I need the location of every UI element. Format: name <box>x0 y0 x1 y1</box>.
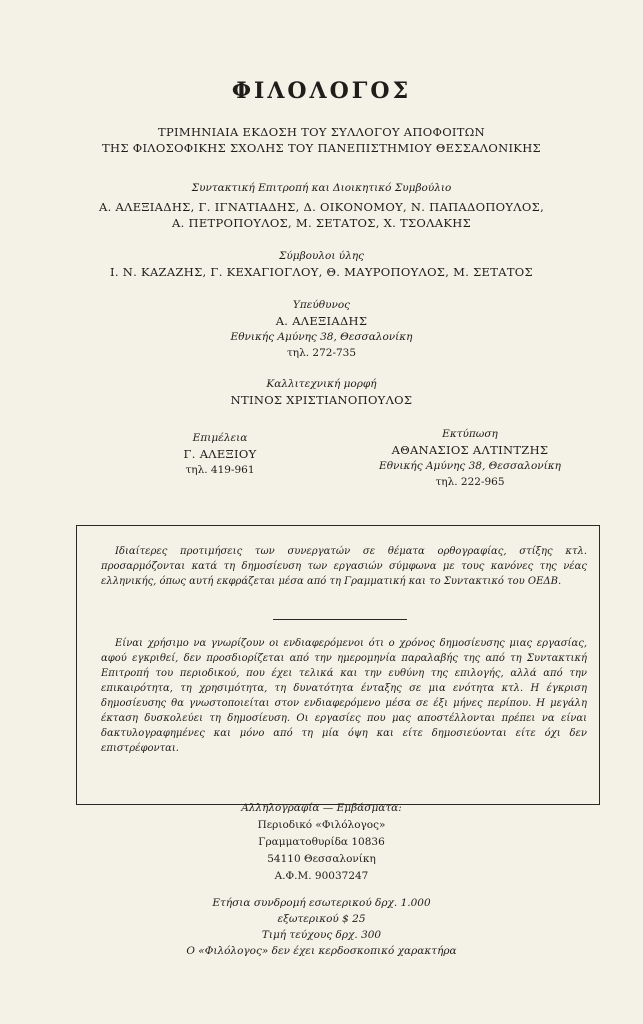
subtitle-line: ΤΗΣ ΦΙΛΟΣΟΦΙΚΗΣ ΣΧΟΛΗΣ ΤΟΥ ΠΑΝΕΠΙΣΤΗΜΙΟΥ ΘΕΣΣΑΛΟΝΙΚΗΣ <box>102 141 541 155</box>
editorial-board <box>0 180 643 231</box>
contributors-notice-box <box>76 525 600 805</box>
supervision-phone: τηλ. 419-961 <box>185 464 255 476</box>
contact-section <box>0 800 643 885</box>
subscription-domestic: Ετήσια συνδρομή εσωτερικού δρχ. 1.000 <box>212 897 431 909</box>
responsible-address: Εθνικής Αμύνης 38, Θεσσαλονίκη <box>230 331 413 343</box>
editorial-names-line: Α. ΑΛΕΞΙΑΔΗΣ, Γ. ΙΓΝΑΤΙΑΔΗΣ, Δ. ΟΙΚΟΝΟΜΟΥ, Ν. ΠΑΠΑΔΟΠΟΥΛΟΣ, <box>98 200 545 214</box>
printing-section <box>360 426 580 490</box>
notice-divider <box>273 619 407 620</box>
responsible-phone: τηλ. 272-735 <box>286 347 357 359</box>
advisors-section <box>0 248 643 280</box>
nonprofit-statement: Ο «Φιλόλογος» δεν έχει κερδοσκοπικό χαρακτήρα <box>186 945 457 957</box>
responsible-section <box>0 297 643 361</box>
issue-price: Τιμή τεύχους δρχ. 300 <box>261 929 382 941</box>
art-name: ΝΤΙΝΟΣ ΧΡΙΣΤΙΑΝΟΠΟΥΛΟΣ <box>230 393 413 407</box>
supervision-name: Γ. ΑΛΕΞΙΟΥ <box>183 447 257 461</box>
advisors-heading: Σύμβουλοι ύλης <box>278 250 365 262</box>
contact-line: Α.Φ.Μ. 90037247 <box>274 870 369 882</box>
editorial-names-line: Α. ΠΕΤΡΟΠΟΥΛΟΣ, Μ. ΣΕΤΑΤΟΣ, Χ. ΤΣΟΛΑΚΗΣ <box>171 216 471 230</box>
printing-heading: Εκτύπωση <box>442 428 498 440</box>
contact-line: 54110 Θεσσαλονίκη <box>267 853 376 865</box>
printing-name: ΑΘΑΝΑΣΙΟΣ ΑΛΤΙΝΤΖΗΣ <box>391 443 549 457</box>
contact-line: Περιοδικό «Φιλόλογος» <box>257 819 386 831</box>
art-section <box>0 376 643 408</box>
printing-phone: τηλ. 222-965 <box>435 476 505 488</box>
journal-title: ΦΙΛΟΛΟΓΟΣ <box>231 78 412 104</box>
subscription-foreign: εξωτερικού $ 25 <box>277 913 366 925</box>
advisors-names: Ι. Ν. ΚΑΖΑΖΗΣ, Γ. ΚΕΧΑΓΙΟΓΛΟΥ, Θ. ΜΑΥΡΟΠΟΥΛΟΣ, Μ. ΣΕΤΑΤΟΣ <box>110 265 533 279</box>
supervision-heading: Επιμέλεια <box>192 432 248 444</box>
responsible-heading: Υπεύθυνος <box>292 299 351 311</box>
responsible-name: Α. ΑΛΕΞΙΑΔΗΣ <box>275 314 368 328</box>
printing-address: Εθνικής Αμύνης 38, Θεσσαλονίκη <box>379 460 561 472</box>
notice-publication-paragraph: Είναι χρήσιμο να γνωρίζουν οι ενδιαφερόμενοι ότι ο χρόνος δημοσίευσης μιας εργασίας, αφού εγκριθεί, δεν προσδιορίζεται από την ημερομηνία παραλαβής της από τη Συντακτική Επιτροπή του περιοδικού, που έχει τελικά και την ευθύνη της επιλογής, αλλά από την επικαιρότητα, τη χρησιμότητα, τη δυνατότητα ένταξης σε μια ενότητα κτλ. Η έγκριση δημοσίευσης θα γνωστοποιείται στον ενδιαφερόμενο μέσα σε έξι μήνες περίπου. Η μεγάλη έκταση δυσκολεύει τη δημοσίευση. Οι εργασίες που μας αποστέλλονται πρέπει να είναι δακτυλογραφημένες και μόνο από τη μία όψη και είτε δημοσιεύονται είτε όχι δεν επιστρέφονται. <box>101 638 587 754</box>
notice-orthography-paragraph: Ιδιαίτερες προτιμήσεις των συνεργατών σε θέματα ορθογραφίας, στίξης κτλ. προσαρμόζονται κατά τη δημοσίευση των εργασιών σύμφωνα με τους κανόνες της νέας ελληνικής, όπως αυτή εκφράζεται μέσα από τη Γραμματική και το Συντακτικό του ΟΕΔΒ. <box>101 546 587 587</box>
journal-subtitle <box>0 124 643 156</box>
subscription-section <box>0 895 643 959</box>
subtitle-line: ΤΡΙΜΗΝΙΑΙΑ ΕΚΔΟΣΗ ΤΟΥ ΣΥΛΛΟΓΟΥ ΑΠΟΦΟΙΤΩΝ <box>158 125 485 139</box>
art-heading: Καλλιτεχνική μορφή <box>266 378 377 390</box>
contact-heading: Αλληλογραφία — Εμβάσματα: <box>241 802 402 814</box>
editorial-heading: Συντακτική Επιτροπή και Διοικητικό Συμβούλιο <box>191 182 452 194</box>
contact-line: Γραμματοθυρίδα 10836 <box>258 836 385 848</box>
supervision-section <box>155 430 285 478</box>
